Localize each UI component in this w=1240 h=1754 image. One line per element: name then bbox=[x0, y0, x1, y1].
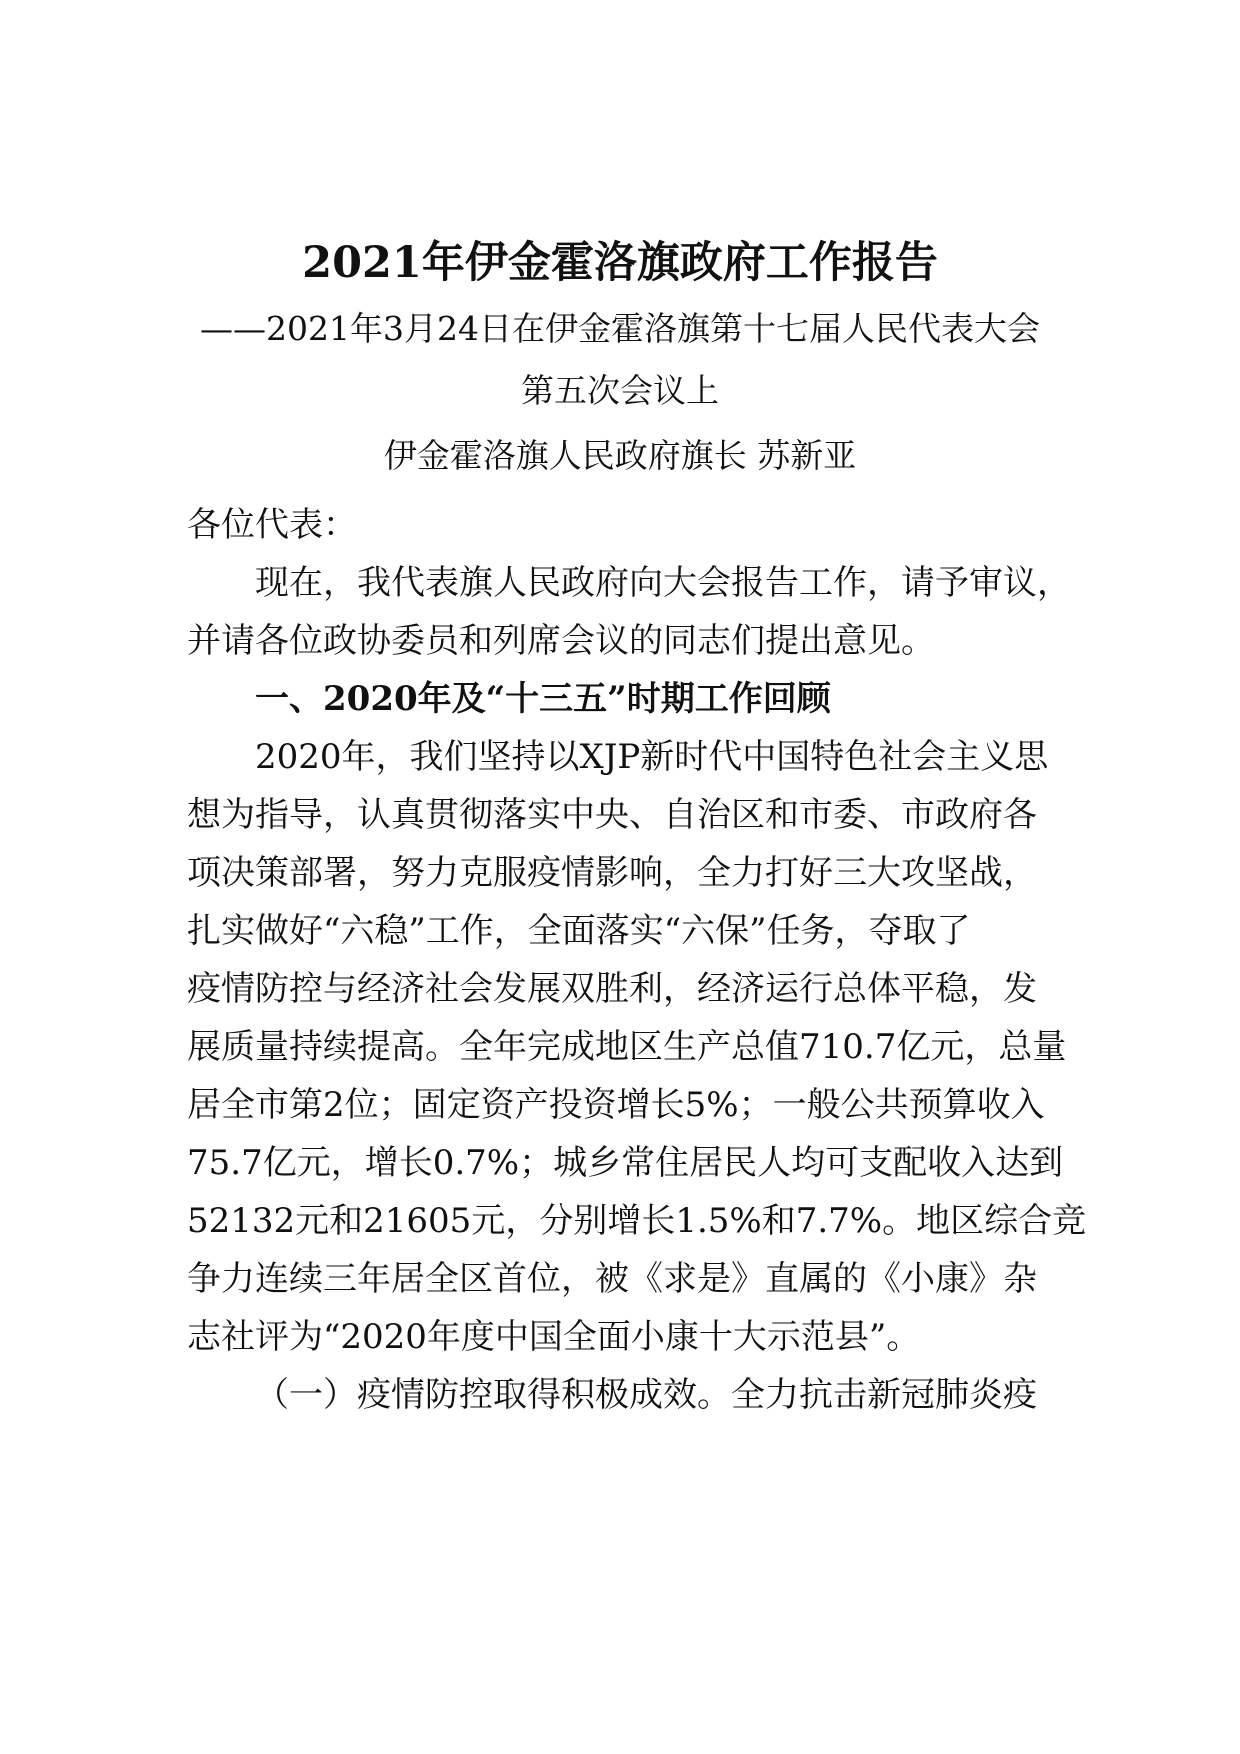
intro-line-2: 并请各位政协委员和列席会议的同志们提出意见。 bbox=[187, 621, 935, 661]
subsection-line: （一）疫情防控取得积极成效。全力抗击新冠肺炎疫 bbox=[255, 1375, 1037, 1415]
author-line: 伊金霍洛旗人民政府旗长 苏新亚 bbox=[383, 436, 857, 475]
body-line-6: 展质量持续提高。全年完成地区生产总值710.7亿元，总量 bbox=[187, 1027, 1067, 1067]
body-line-3: 项决策部署，努力克服疫情影响，全力打好三大攻坚战， bbox=[187, 853, 1037, 893]
document-title: 2021年伊金霍洛旗政府工作报告 bbox=[302, 238, 938, 288]
salutation: 各位代表： bbox=[187, 505, 357, 545]
body-line-2: 想为指导，认真贯彻落实中央、自治区和市委、市政府各 bbox=[187, 795, 1037, 835]
body-line-5: 疫情防控与经济社会发展双胜利，经济运行总体平稳，发 bbox=[187, 969, 1037, 1009]
section-heading: 一、2020年及“十三五”时期工作回顾 bbox=[255, 679, 831, 719]
body-line-8: 75.7亿元，增长0.7%；城乡常住居民人均可支配收入达到 bbox=[187, 1143, 1064, 1183]
body-line-4: 扎实做好“六稳”工作，全面落实“六保”任务，夺取了 bbox=[187, 911, 971, 951]
intro-line-1: 现在，我代表旗人民政府向大会报告工作，请予审议， bbox=[255, 563, 1071, 603]
body-line-1: 2020年，我们坚持以XJP新时代中国特色社会主义思 bbox=[255, 737, 1049, 777]
body-line-7: 居全市第2位；固定资产投资增长5%；一般公共预算收入 bbox=[187, 1085, 1045, 1125]
body-line-9: 52132元和21605元，分别增长1.5%和7.7%。地区综合竞 bbox=[187, 1201, 1087, 1241]
body-line-11: 志社评为“2020年度中国全面小康十大示范县”。 bbox=[187, 1317, 921, 1357]
subtitle-line-2: 第五次会议上 bbox=[521, 371, 719, 410]
body-line-10: 争力连续三年居全区首位，被《求是》直属的《小康》杂 bbox=[187, 1259, 1037, 1299]
subtitle-line-1: ——2021年3月24日在伊金霍洛旗第十七届人民代表大会 bbox=[200, 309, 1040, 348]
